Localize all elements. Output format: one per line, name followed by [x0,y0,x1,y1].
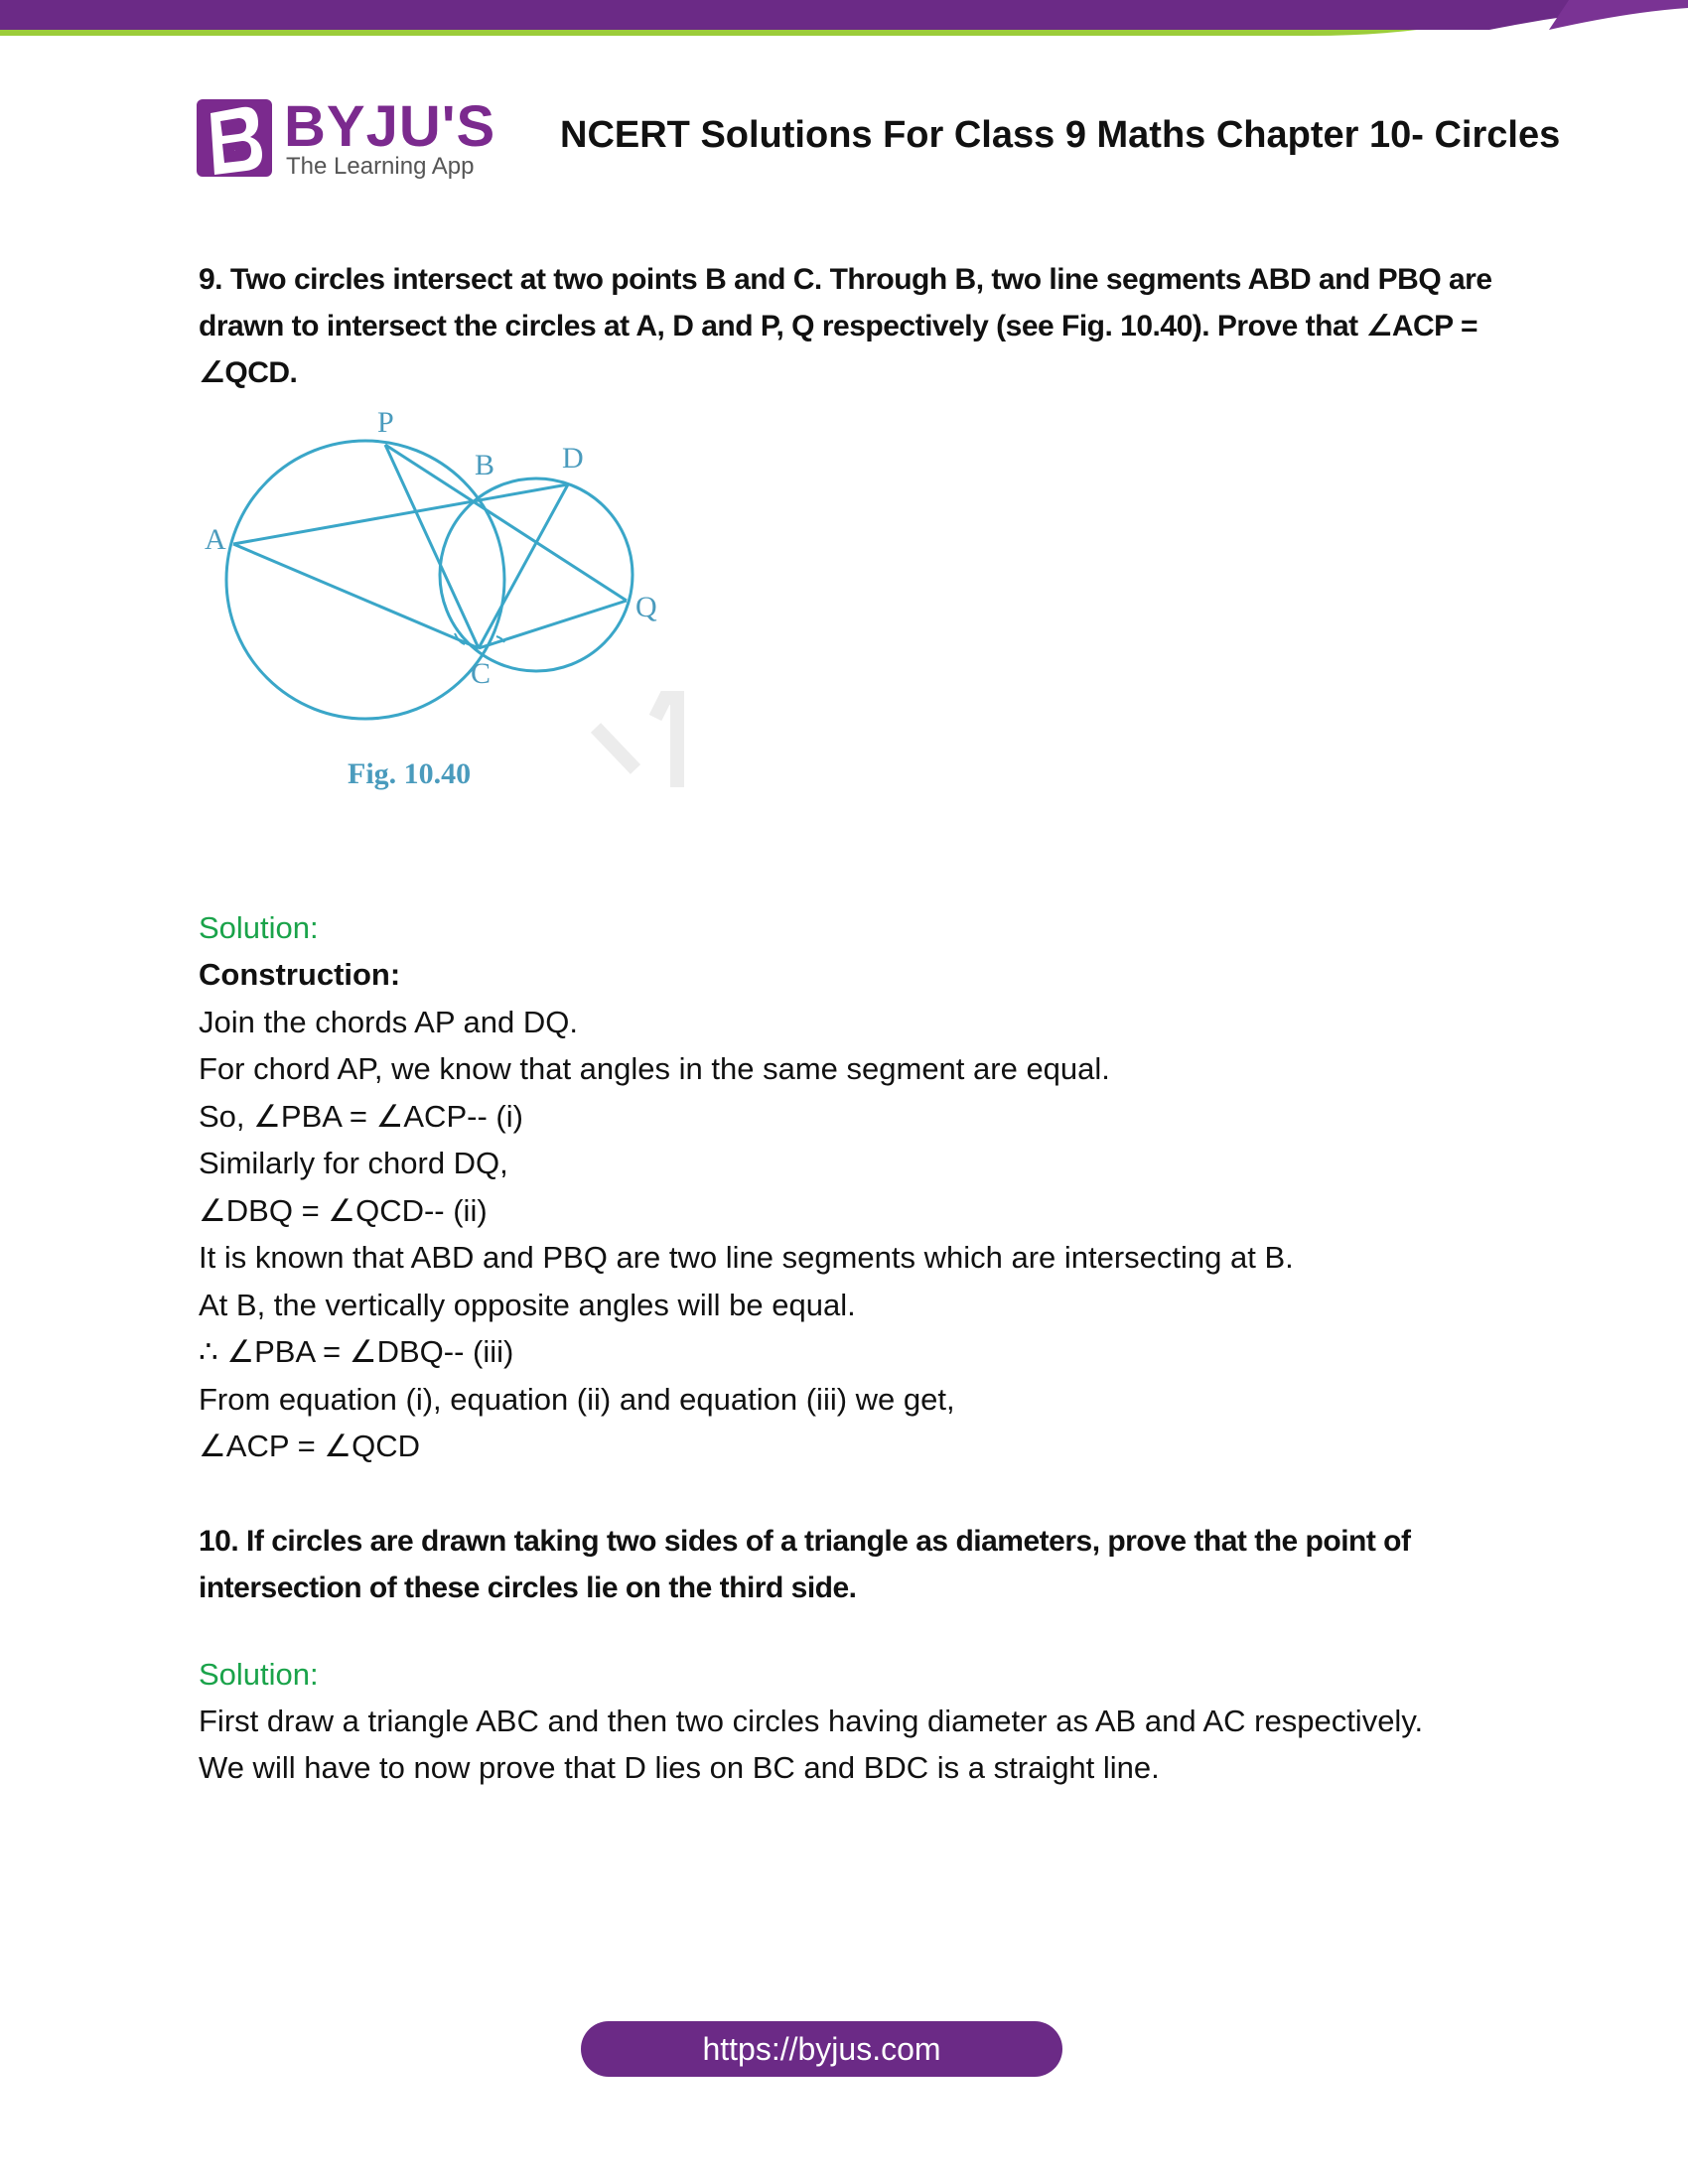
solution-step: ∠ACP = ∠QCD [199,1429,420,1463]
solution-step: At B, the vertically opposite angles will be equal. [199,1287,856,1322]
construction-heading: Construction: [199,957,401,992]
question-9-line: 9. Two circles intersect at two points B and C. Through B, two line segments ABD and PBQ are [199,263,1492,296]
solution-step: For chord AP, we know that angles in the same segment are equal. [199,1051,1110,1086]
question-9-line: ∠QCD. [199,356,298,389]
solution-step: ∴ ∠PBA = ∠DBQ-- (iii) [199,1334,514,1369]
top-decorative-band [0,0,1688,60]
solution-step: It is known that ABD and PBQ are two line segments which are intersecting at B. [199,1240,1294,1275]
label-A: A [205,523,226,556]
solution-step: From equation (i), equation (ii) and equation (iii) we get, [199,1381,955,1417]
solution-heading: Solution: [199,910,319,945]
solution-step: We will have to now prove that D lies on BC and BDC is a straight line. [199,1750,1160,1785]
page-header [197,94,1607,187]
main-content [199,256,1529,1792]
label-B: B [475,449,495,481]
solution-step: Similarly for chord DQ, [199,1146,508,1180]
circles-diagram [199,400,695,817]
solution-heading: Solution: [199,1656,319,1692]
question-9 [199,256,1529,396]
label-P: P [377,406,394,439]
small-circle [440,478,633,671]
byjus-logo-icon [197,99,272,177]
brand-name: BYJU'S [284,94,496,159]
logo-letter: B [234,151,235,152]
label-D: D [562,442,584,475]
segment-ABD [233,484,568,544]
footer-url-link[interactable]: https://byjus.com [581,2021,1062,2077]
large-circle [226,441,504,719]
brand-tagline: The Learning App [286,153,475,180]
solution-step: ∠DBQ = ∠QCD-- (ii) [199,1192,488,1228]
watermark-mark [596,698,677,787]
figure-10-40 [199,400,695,817]
question-9-line: drawn to intersect the circles at A, D and P, Q respectively (see Fig. 10.40). Prove that ∠ACP = [199,310,1477,342]
document-title: NCERT Solutions For Class 9 Maths Chapter 10- Circles [560,114,1561,156]
label-C: C [471,657,492,690]
question-10-line: intersection of these circles lie on the third side. [199,1570,857,1604]
solution-step: So, ∠PBA = ∠ACP-- (i) [199,1098,523,1134]
solution-step: Join the chords AP and DQ. [199,1004,578,1039]
figure-caption: Fig. 10.40 [348,757,472,790]
label-Q: Q [635,591,657,623]
solution-step: First draw a triangle ABC and then two circles having diameter as AB and AC respectively. [199,1703,1424,1738]
question-10-line: 10. If circles are drawn taking two sides of a triangle as diameters, prove that the point of [199,1524,1411,1558]
question-10 [199,1518,1529,1611]
